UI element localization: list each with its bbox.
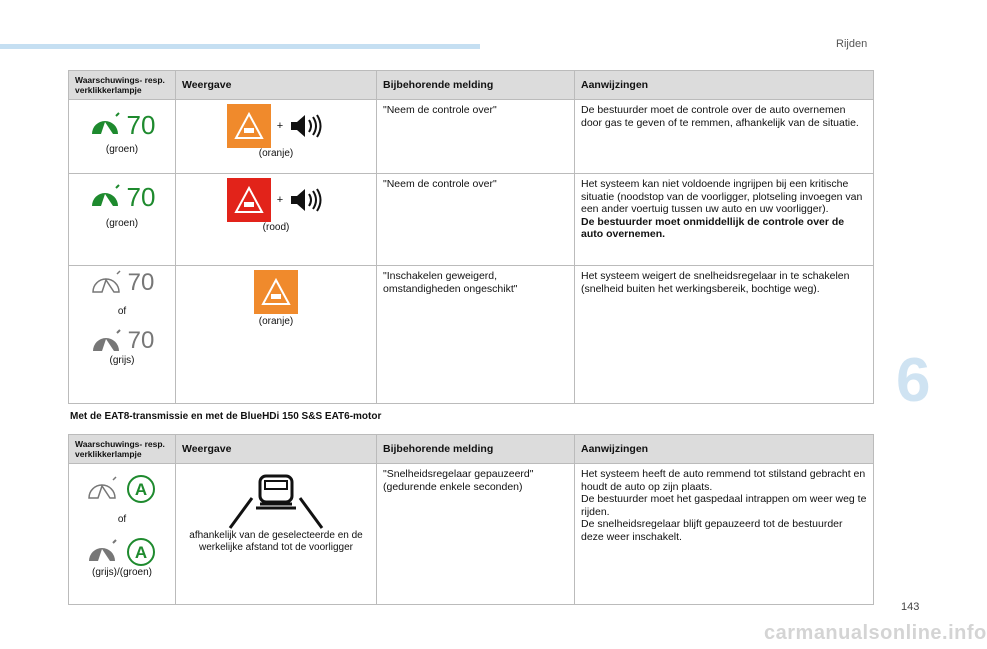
table-row [69,174,874,266]
message-cell: "Neem de controle over" [377,174,575,266]
table-row [69,100,874,174]
advice-cell [575,464,874,605]
display-caption: (oranje) [258,148,294,159]
speedometer-icon [89,112,121,138]
col-header-advice: Aanwijzingen [575,71,874,100]
col-header-lamp: Waarschuwings- resp. verklikkerlampje [69,71,176,100]
message-cell: "Inschakelen geweigerd, omstandigheden ongeschikt" [377,266,575,404]
message-cell: "Neem de controle over" [377,100,575,174]
display-caption: (rood) [262,222,290,233]
speed-value: 70 [126,110,156,140]
lamp-caption: (groen) [105,218,139,229]
lamp-cell [69,174,176,266]
message-cell: "Snelheidsregelaar gepauzeerd" (gedurende enkele seconden) [377,464,575,605]
display-caption: (oranje) [258,316,294,327]
display-cell [176,174,377,266]
speedometer-icon [89,184,121,210]
plus-sign: + [276,193,284,206]
advice-text: Het systeem weigert de snelheidsregelaar in te schakelen (snelheid buiten het werkingsbereik, bochtige weg). [581,270,850,295]
warning-table-1 [68,70,874,404]
speedometer-icon [86,476,118,502]
watermark: carmanualsonline.info [764,622,987,644]
collision-warning-icon [227,104,271,148]
table-row [69,464,874,605]
advice-cell [575,100,874,174]
advice-line: De snelheidsregelaar blijft gepauzeerd tot de bestuurder deze weer inschakelt. [581,518,843,543]
advice-text: Het systeem kan niet voldoende ingrijpen bij een kritische situatie (noodstop van de voorligger, plotseling invoegen van een ander voertuig tussen uw auto en uw voorligger). [581,178,863,215]
col-header-message: Bijbehorende melding [377,71,575,100]
advice-line: Het systeem heeft de auto remmend tot stilstand gebracht en houdt de auto op zijn plaats. [581,468,866,493]
speedometer-icon [90,329,122,355]
advice-bold-text: De bestuurder moet onmiddellijk de controle over de auto overnemen. [581,215,845,240]
speedometer-icon [86,539,118,565]
chapter-title: Rijden [836,38,868,50]
vehicle-distance-icon [226,470,326,530]
speedometer-icon [90,270,122,296]
lamp-cell [69,100,176,174]
speed-value: 70 [126,182,156,212]
lamp-cell [69,464,176,605]
header-accent-bar [0,44,480,49]
collision-warning-icon [227,178,271,222]
warning-table-2 [68,434,874,605]
advice-cell [575,174,874,266]
lamp-caption: (grijs) [109,354,135,366]
auto-letter: A [134,480,148,499]
display-caption: afhankelijk van de geselecteerde en de werkelijke afstand tot de voorligger [189,530,363,553]
speed-value-grey: 70 [127,327,155,355]
speed-value-outline: 70 [127,268,155,296]
section-heading: Met de EAT8-transmissie en met de BlueHDi 150 S&S EAT6-motor [70,411,382,422]
page-number: 143 [901,601,920,613]
advice-cell [575,266,874,404]
auto-letter-icon [124,474,158,504]
col-header-lamp: Waarschuwings- resp. verklikkerlampje [69,435,176,464]
speaker-icon [289,113,325,139]
speaker-icon [289,187,325,213]
lamp-caption: (grijs)/(groen) [91,566,152,578]
or-text: of [117,514,127,525]
auto-letter-icon [124,537,158,567]
display-cell [176,100,377,174]
table-row [69,266,874,404]
collision-warning-icon [254,270,298,314]
or-text: of [117,306,127,317]
display-cell [176,464,377,605]
col-header-display: Weergave [176,435,377,464]
col-header-message: Bijbehorende melding [377,435,575,464]
col-header-advice: Aanwijzingen [575,435,874,464]
auto-letter: A [134,542,148,562]
col-header-display: Weergave [176,71,377,100]
lamp-caption: (groen) [105,144,139,155]
advice-text: De bestuurder moet de controle over de auto overnemen door gas te geven of te remmen, afhankelijk van de situatie. [581,104,859,129]
lamp-cell [69,266,176,404]
plus-sign: + [276,119,284,132]
advice-line: De bestuurder moet het gaspedaal intrappen om weer weg te rijden. [581,493,867,518]
chapter-number: 6 [896,346,931,415]
display-cell [176,266,377,404]
